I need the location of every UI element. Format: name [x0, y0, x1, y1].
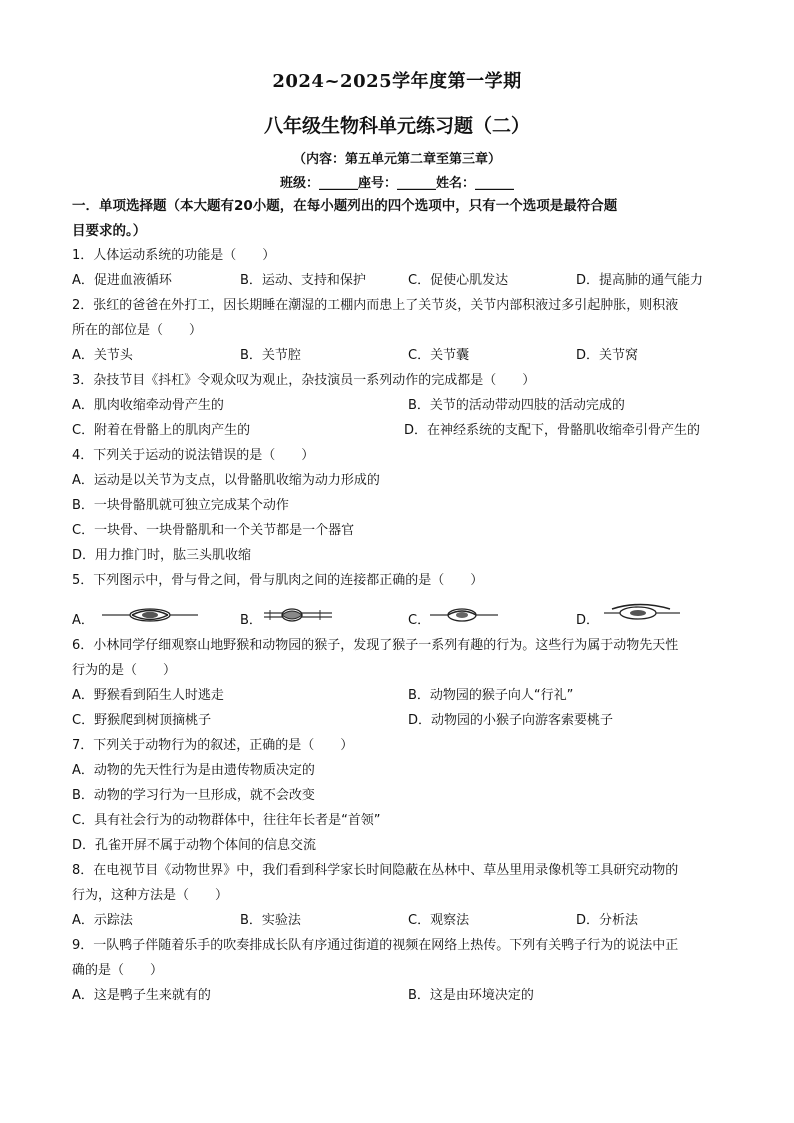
- q6-option-d[interactable]: D．动物园的小猴子向游客索要桃子: [408, 713, 614, 728]
- q5-d-joint-diagram: [600, 600, 684, 624]
- q5-option-a[interactable]: A．: [72, 613, 94, 628]
- q4-stem: 4．下列关于运动的说法错误的是（ ）: [72, 448, 315, 463]
- section-heading: [72, 194, 732, 244]
- q7-stem: 7．下列关于动物行为的叙述，正确的是（ ）: [72, 738, 354, 753]
- q5-stem: 5．下列图示中，骨与骨之间，骨与肌肉之间的连接都正确的是（ ）: [72, 573, 484, 588]
- q8-option-d[interactable]: D．分析法: [576, 913, 639, 928]
- q8-stem-line2: 行为，这种方法是（ ）: [72, 888, 229, 903]
- q8-option-a[interactable]: A．示踪法: [72, 913, 133, 928]
- q9-option-b[interactable]: B．这是由环境决定的: [408, 988, 534, 1003]
- q9-stem-line1: 9．一队鸭子伴随着乐手的吹奏排成长队有序通过街道的视频在网络上热传。下列有关鸭子行为的说法中正: [72, 938, 679, 953]
- q5-option-d[interactable]: D．: [576, 613, 600, 628]
- exam-title: 八年级生物科单元练习题（二）: [263, 115, 530, 137]
- q7-option-c[interactable]: C．具有社会行为的动物群体中，往往年长者是“首领”: [72, 813, 381, 828]
- q3-option-c[interactable]: C．附着在骨骼上的肌肉产生的: [72, 423, 251, 438]
- q8-stem-line1: 8．在电视节目《动物世界》中，我们看到科学家长时间隐蔽在丛林中、草丛里用录像机等工具研究动物的: [72, 863, 679, 878]
- q6-stem-line1: 6．小林同学仔细观察山地野猴和动物园的猴子，发现了猴子一系列有趣的行为。这些行为属于动物先天性: [72, 638, 679, 653]
- student-info: 班级：______座号：______姓名：______: [279, 176, 514, 191]
- q5-a-joint-diagram: [98, 604, 202, 626]
- q2-option-a[interactable]: A．关节头: [72, 348, 133, 363]
- q9-option-a[interactable]: A．这是鸭子生来就有的: [72, 988, 211, 1003]
- q3-option-d[interactable]: D．在神经系统的支配下，骨骼肌收缩牵引骨产生的: [404, 423, 701, 438]
- q2-option-c[interactable]: C．关节囊: [408, 348, 470, 363]
- year-title: 2024~2025学年度第一学期: [272, 71, 522, 92]
- q6-option-a[interactable]: A．野猴看到陌生人时逃走: [72, 688, 224, 703]
- q5-option-b[interactable]: B．: [240, 613, 262, 628]
- q3-option-b[interactable]: B．关节的活动带动四肢的活动完成的: [408, 398, 625, 413]
- q7-option-a[interactable]: A．动物的先天性行为是由遗传物质决定的: [72, 763, 315, 778]
- q2-stem-line1: 2．张红的爸爸在外打工，因长期睡在潮湿的工棚内而患上了关节炎，关节内部积液过多引起肿胀，则积液: [72, 298, 679, 313]
- q5-option-c[interactable]: C．: [408, 613, 431, 628]
- q3-stem: 3．杂技节目《抖杠》令观众叹为观止，杂技演员一系列动作的完成都是（ ）: [72, 373, 536, 388]
- q7-option-b[interactable]: B．动物的学习行为一旦形成，就不会改变: [72, 788, 315, 803]
- q1-stem: 1．人体运动系统的功能是（ ）: [72, 248, 276, 263]
- q2-option-d[interactable]: D．关节窝: [576, 348, 639, 363]
- q1-option-d[interactable]: D．提高肺的通气能力: [576, 273, 704, 288]
- q6-option-b[interactable]: B．动物园的猴子向人“行礼”: [408, 688, 574, 703]
- q5-c-joint-diagram: [428, 604, 500, 626]
- q4-option-d[interactable]: D．用力推门时，肱三头肌收缩: [72, 548, 252, 563]
- q4-option-a[interactable]: A．运动是以关节为支点，以骨骼肌收缩为动力形成的: [72, 473, 380, 488]
- q3-option-a[interactable]: A．肌肉收缩牵动骨产生的: [72, 398, 224, 413]
- q7-option-d[interactable]: D．孔雀开屏不属于动物个体间的信息交流: [72, 838, 317, 853]
- q2-option-b[interactable]: B．关节腔: [240, 348, 301, 363]
- q2-stem-line2: 所在的部位是（ ）: [72, 323, 203, 338]
- q1-option-a[interactable]: A．促进血液循环: [72, 273, 172, 288]
- q8-option-c[interactable]: C．观察法: [408, 913, 470, 928]
- content-scope: （内容：第五单元第二章至第三章）: [292, 152, 501, 167]
- q9-stem-line2: 确的是（ ）: [72, 963, 164, 978]
- q1-option-c[interactable]: C．促使心肌发达: [408, 273, 509, 288]
- q5-b-joint-diagram: [262, 604, 334, 626]
- q4-option-b[interactable]: B．一块骨骼肌就可独立完成某个动作: [72, 498, 289, 513]
- q6-stem-line2: 行为的是（ ）: [72, 663, 177, 678]
- section-heading-line1: 一．单项选择题（本大题有20小题，在每小题列出的四个选项中，只有一个选项是最符合题: [72, 198, 618, 214]
- q6-option-c[interactable]: C．野猴爬到树顶摘桃子: [72, 713, 212, 728]
- q4-option-c[interactable]: C．一块骨、一块骨骼肌和一个关节都是一个器官: [72, 523, 355, 538]
- q1-option-b[interactable]: B．运动、支持和保护: [240, 273, 366, 288]
- section-heading-line2: 目要求的。）: [72, 223, 147, 239]
- q8-option-b[interactable]: B．实验法: [240, 913, 301, 928]
